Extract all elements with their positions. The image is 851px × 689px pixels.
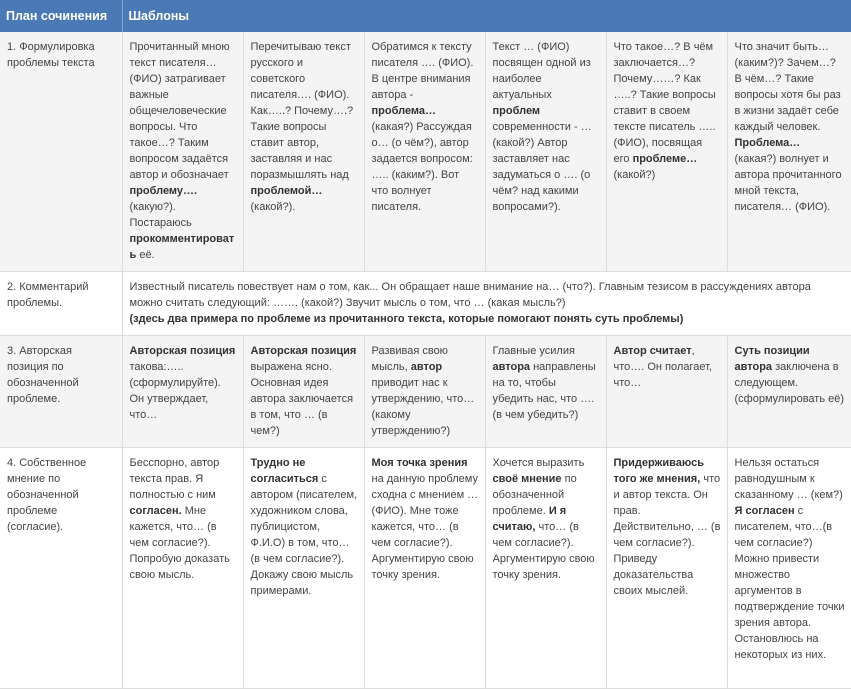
emphasis-text: И я считаю, [492,505,567,533]
emphasis-text: (здесь два примера по проблеме из прочитанного текста, которые помогают понять суть проблемы) [129,313,684,325]
plan-cell: 4. Собственное мнение по обозначенной проблеме (согласие). [0,448,122,689]
template-text: Прочитанный мною текст писателя… (ФИО) затрагивает важные общечеловеческие вопросы. Что такое…? Таким вопросом задаётся автор и обозначает [129,41,230,181]
template-text: по обозначенной проблеме. [492,473,577,517]
template-text: заключена в следующем. (сформулировать её) [734,361,845,405]
template-cell [122,336,243,448]
template-text: выражена ясно. Основная идея автора заключается в том, что … (в чем?) [250,361,354,437]
template-cell [606,32,727,272]
template-text: что… (в чем согласие?). Аргументирую свою точку зрения. [492,521,595,581]
template-text: приводит нас к утверждению, что… (какому утверждению?) [371,377,475,437]
emphasis-text: Придерживаюсь того же мнения, [613,457,704,485]
template-cell [727,32,851,272]
template-cell [727,448,851,689]
template-cell [485,32,606,272]
emphasis-text: проблем [492,105,541,117]
plan-cell: 1. Формулировка проблемы текста [0,32,122,272]
template-text: Известный писатель повествует нам о том, как... Он обращает наше внимание на… (что?). Главным тезисом в рассуждениях автора можно считать следующий: ……. (какой?) Звучит мысль о том, что … (какая мысль?) [129,281,811,309]
emphasis-text: автора [492,361,531,373]
plan-cell: 3. Авторская позиция по обозначенной проблеме. [0,336,122,448]
emphasis-text: Моя точка зрения [371,457,468,469]
emphasis-text: Автор считает [613,345,692,357]
template-text: с автором (писателем, художником слова, публицистом, Ф.И.О) в том, что… (в чем согласие?). Докажу свою мысль примерами. [250,473,358,597]
template-cell [122,448,243,689]
template-text: (какая?) волнует и автора прочитанного мной текста, писателя… (ФИО). [734,153,842,213]
template-text: такова:….. (сформулируйте). Он утверждает, что… [129,361,221,421]
template-cell [243,336,364,448]
plan-cell: 2. Комментарий проблемы. [0,272,122,336]
template-cell [606,336,727,448]
template-text: с писателем, что…(в чем согласие?) Можно привести множество аргументов в подтверждение точки зрения автора. Остановлюсь на некоторых из них. [734,505,845,661]
emphasis-text: проблеме… [632,153,698,165]
emphasis-text: Проблема… [734,137,801,149]
template-cell [243,32,364,272]
header-templates: Шаблоны [122,0,851,32]
table-row-commentary [0,272,851,336]
emphasis-text: прокомментировать [129,233,235,261]
template-text: Мне кажется, что… (в чем согласие?). Попробую доказать свою мысль. [129,505,230,581]
template-cell [727,336,851,448]
emphasis-text: автор [410,361,443,373]
template-text: , что…. Он полагает, что… [613,345,712,389]
template-text: её. [136,249,155,261]
template-text: Перечитываю текст русского и советского писателя…. (ФИО). Как…..? Почему….? Такие вопросы ставит автор, заставляя и нас поразмышлять над [250,41,354,181]
table-row-own-opinion [0,448,851,689]
template-text: Главные усилия [492,345,575,357]
template-text: Развивая свою мысль, [371,345,448,373]
template-cell [243,448,364,689]
emphasis-text: проблемой… [250,185,323,197]
template-text: (какой?). [250,201,296,213]
table-row-author-position [0,336,851,448]
template-cell [364,32,485,272]
table-row-formulation [0,32,851,272]
emphasis-text: Я согласен [734,505,795,517]
template-cell [122,32,243,272]
template-text: Хочется выразить [492,457,585,469]
template-text: Бесспорно, автор текста прав. Я полностью с ним [129,457,220,501]
table-header-row [0,0,851,32]
template-text: что и автор текста. Он прав. Действительно, … (в чем согласие?). Приведу доказательства своих мыслей. [613,473,721,597]
template-text: Что такое…? В чём заключается…? Почему……? Как …..? Такие вопросы ставит в своем тексте писатель ….. (ФИО), посвящая его [613,41,716,165]
template-cell [364,448,485,689]
template-text: современности - … (какой?) Автор заставляет нас задуматься о …. (о чём? над какими вопросами?). [492,121,592,213]
emphasis-text: своё мнение [492,473,562,485]
template-cell [606,448,727,689]
header-plan: План сочинения [0,0,122,32]
emphasis-text: Трудно не согласиться [250,457,319,485]
emphasis-text: Авторская позиция [129,345,236,357]
template-text: (какую?). Постараюсь [129,201,192,229]
template-text: (какой?) [613,169,656,181]
template-cell-wide [122,272,851,336]
template-cell [364,336,485,448]
template-text: Что значит быть… (каким?)? Зачем…? В чём…? Такие вопросы хотя бы раз в жизни задаёт себе каждый человек. [734,41,841,133]
emphasis-text: согласен. [129,505,182,517]
template-text: Обратимся к тексту писателя …. (ФИО). В центре внимания автора - [371,41,474,101]
template-text: Нельзя остаться равнодушным к сказанному … (кем?) [734,457,843,501]
template-cell [485,448,606,689]
template-text: (какая?) Рассуждая о… (о чём?), автор задается вопросом: ….. (каким?). Вот что волнует писателя. [371,121,473,213]
emphasis-text: Авторская позиция [250,345,357,357]
template-text: на данную проблему сходна с мнением … (ФИО). Мне тоже кажется, что… (в чем согласие?). Аргументирую свою точку зрения. [371,473,479,581]
template-text: Текст … (ФИО) посвящен одной из наиболее актуальных [492,41,591,101]
template-text: направлены на то, чтобы убедить нас, что …. (в чем убедить?) [492,361,596,421]
template-cell [485,336,606,448]
emphasis-text: проблема… [371,105,437,117]
emphasis-text: проблему…. [129,185,198,197]
emphasis-text: Суть позиции автора [734,345,810,373]
